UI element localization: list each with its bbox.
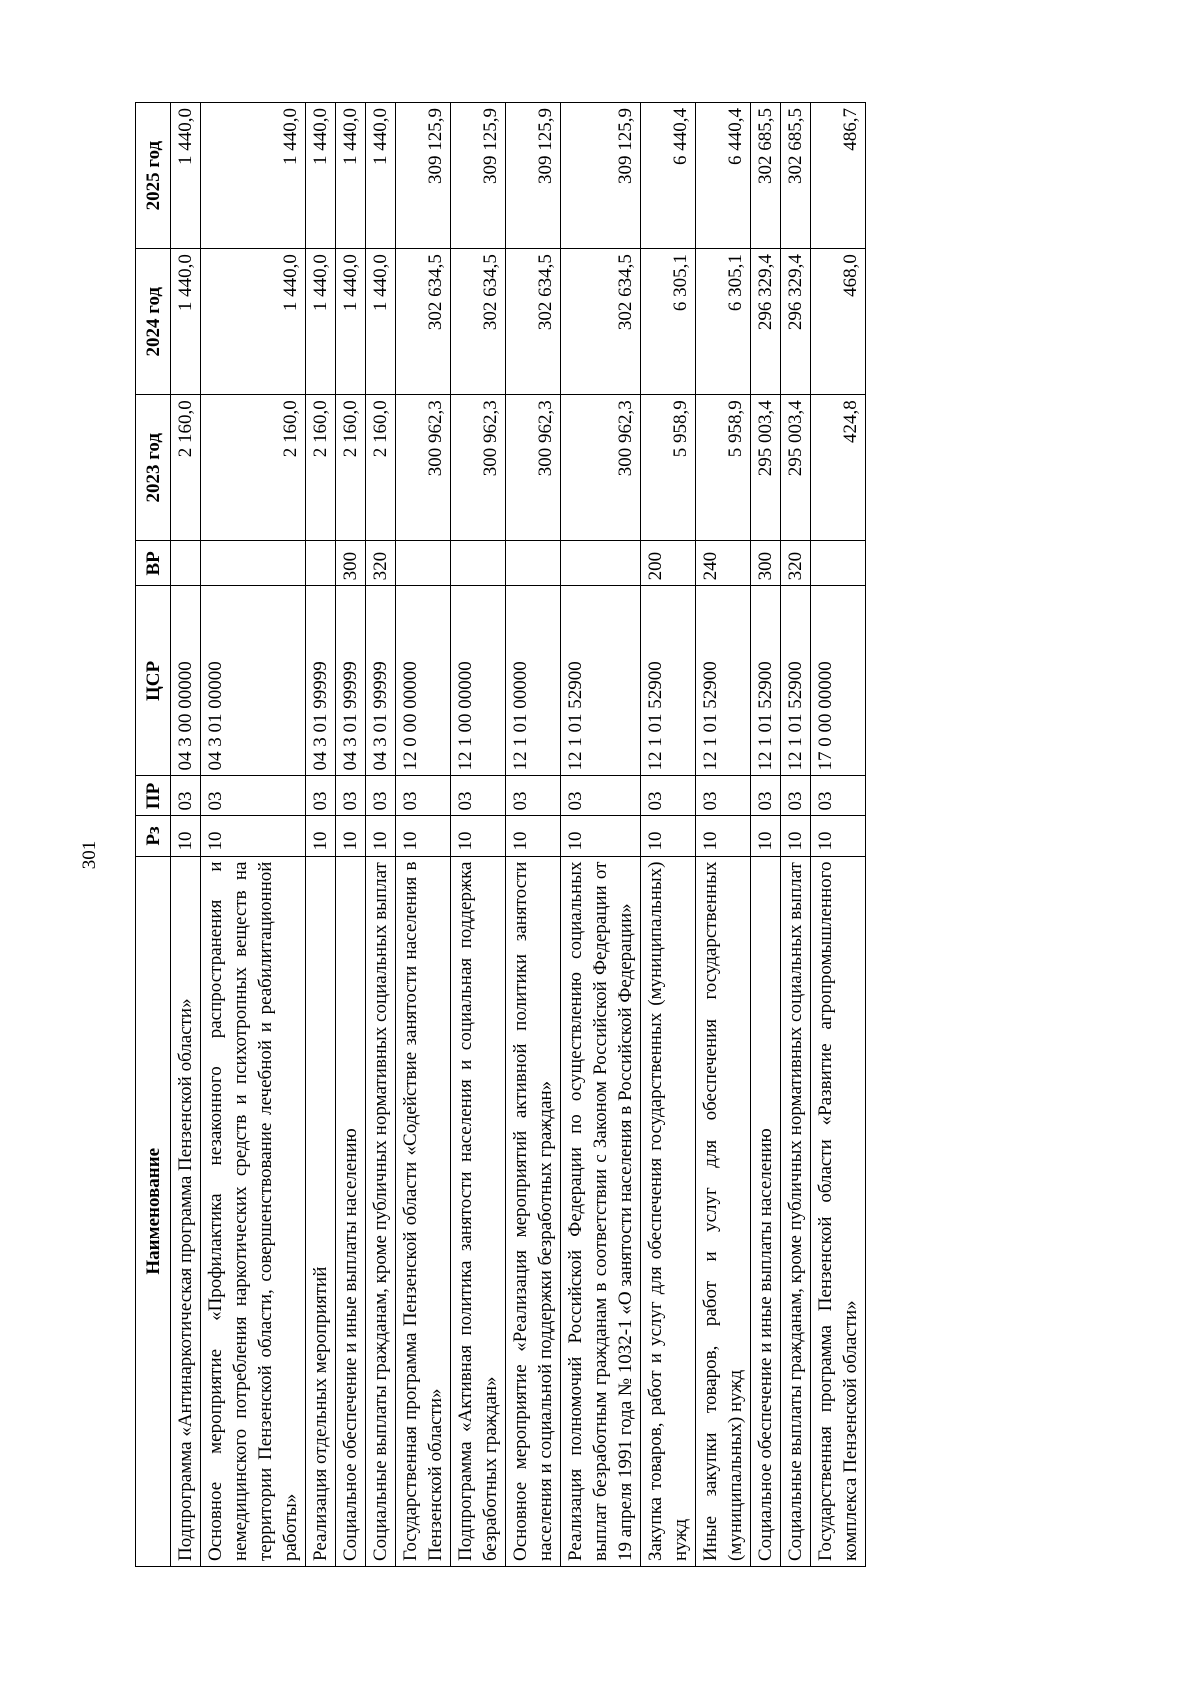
cell-name: Государственная программа Пензенской области «Развитие агропромышленного комплекса Пензенской области» xyxy=(811,856,866,1566)
cell-2025: 302 685,5 xyxy=(781,103,811,249)
cell-2024: 6 305,1 xyxy=(696,249,751,395)
cell-2025: 1 440,0 xyxy=(201,103,306,249)
cell-2023: 5 958,9 xyxy=(641,395,696,541)
cell-name: Государственная программа Пензенской области «Содействие занятости населения в Пензенской области» xyxy=(396,856,451,1566)
table-row xyxy=(641,103,696,1567)
cell-name: Реализация полномочий Российской Федерации по осуществлению социальных выплат безработным гражданам в соответствии с Законом Российской Федерации от 19 апреля 1991 года № 1032-1 «О занятости населения в Российской Федерации» xyxy=(561,856,641,1566)
cell-pr: 03 xyxy=(781,776,811,816)
header-pr: ПР xyxy=(136,776,171,816)
cell-rz: 10 xyxy=(696,816,751,856)
cell-2024: 302 634,5 xyxy=(506,249,561,395)
cell-2023: 300 962,3 xyxy=(561,395,641,541)
cell-rz: 10 xyxy=(781,816,811,856)
cell-2025: 1 440,0 xyxy=(171,103,201,249)
budget-table-rotated xyxy=(135,102,1075,1567)
cell-2023: 295 003,4 xyxy=(751,395,781,541)
cell-2023: 300 962,3 xyxy=(396,395,451,541)
cell-rz: 10 xyxy=(506,816,561,856)
cell-vr xyxy=(171,541,201,586)
cell-vr xyxy=(396,541,451,586)
cell-2023: 2 160,0 xyxy=(306,395,336,541)
table-row xyxy=(751,103,781,1567)
cell-2024: 468,0 xyxy=(811,249,866,395)
budget-table xyxy=(135,102,866,1567)
cell-name: Социальное обеспечение и иные выплаты населению xyxy=(336,856,366,1566)
cell-2024: 302 634,5 xyxy=(451,249,506,395)
page-number: 301 xyxy=(79,840,100,870)
table-row xyxy=(506,103,561,1567)
header-rz: Рз xyxy=(136,816,171,856)
cell-pr: 03 xyxy=(506,776,561,816)
cell-pr: 03 xyxy=(306,776,336,816)
cell-csr: 12 1 00 00000 xyxy=(451,586,506,776)
cell-2024: 296 329,4 xyxy=(781,249,811,395)
cell-name: Закупка товаров, работ и услуг для обеспечения государственных (муниципальных) нужд xyxy=(641,856,696,1566)
cell-pr: 03 xyxy=(641,776,696,816)
cell-name: Иные закупки товаров, работ и услуг для обеспечения государственных (муниципальных) нужд xyxy=(696,856,751,1566)
table-row xyxy=(201,103,306,1567)
cell-2023: 2 160,0 xyxy=(336,395,366,541)
cell-2025: 1 440,0 xyxy=(306,103,336,249)
cell-rz: 10 xyxy=(561,816,641,856)
cell-rz: 10 xyxy=(306,816,336,856)
cell-vr: 320 xyxy=(781,541,811,586)
cell-2024: 302 634,5 xyxy=(396,249,451,395)
cell-name: Социальные выплаты гражданам, кроме публичных нормативных социальных выплат xyxy=(366,856,396,1566)
cell-pr: 03 xyxy=(451,776,506,816)
header-2025: 2025 год xyxy=(136,103,171,249)
table-row xyxy=(451,103,506,1567)
cell-2023: 300 962,3 xyxy=(506,395,561,541)
cell-pr: 03 xyxy=(171,776,201,816)
cell-2023: 295 003,4 xyxy=(781,395,811,541)
cell-vr xyxy=(811,541,866,586)
table-row xyxy=(171,103,201,1567)
cell-rz: 10 xyxy=(171,816,201,856)
cell-rz: 10 xyxy=(201,816,306,856)
cell-name: Подпрограмма «Антинаркотическая программа Пензенской области» xyxy=(171,856,201,1566)
cell-vr: 200 xyxy=(641,541,696,586)
cell-rz: 10 xyxy=(451,816,506,856)
cell-2023: 2 160,0 xyxy=(366,395,396,541)
cell-csr: 04 3 01 00000 xyxy=(201,586,306,776)
table-row xyxy=(696,103,751,1567)
cell-2025: 309 125,9 xyxy=(451,103,506,249)
cell-2024: 1 440,0 xyxy=(201,249,306,395)
cell-name: Социальное обеспечение и иные выплаты населению xyxy=(751,856,781,1566)
cell-csr: 04 3 01 99999 xyxy=(336,586,366,776)
cell-2025: 309 125,9 xyxy=(506,103,561,249)
cell-rz: 10 xyxy=(366,816,396,856)
table-row xyxy=(781,103,811,1567)
cell-2023: 300 962,3 xyxy=(451,395,506,541)
cell-2024: 302 634,5 xyxy=(561,249,641,395)
cell-rz: 10 xyxy=(751,816,781,856)
table-header-row xyxy=(136,103,171,1567)
cell-pr: 03 xyxy=(336,776,366,816)
table-row xyxy=(366,103,396,1567)
cell-csr: 12 1 01 52900 xyxy=(641,586,696,776)
cell-vr xyxy=(451,541,506,586)
cell-vr xyxy=(306,541,336,586)
table-row xyxy=(306,103,336,1567)
cell-2023: 2 160,0 xyxy=(201,395,306,541)
cell-rz: 10 xyxy=(641,816,696,856)
cell-vr: 240 xyxy=(696,541,751,586)
table-row xyxy=(396,103,451,1567)
cell-name: Социальные выплаты гражданам, кроме публичных нормативных социальных выплат xyxy=(781,856,811,1566)
cell-name: Основное мероприятие «Реализация мероприятий активной политики занятости населения и социальной поддержки безработных граждан» xyxy=(506,856,561,1566)
cell-2025: 1 440,0 xyxy=(366,103,396,249)
cell-csr: 12 1 01 52900 xyxy=(696,586,751,776)
cell-pr: 03 xyxy=(811,776,866,816)
cell-2024: 1 440,0 xyxy=(366,249,396,395)
cell-vr: 320 xyxy=(366,541,396,586)
header-csr: ЦСР xyxy=(136,586,171,776)
cell-2025: 309 125,9 xyxy=(396,103,451,249)
cell-pr: 03 xyxy=(751,776,781,816)
cell-name: Подпрограмма «Активная политика занятости населения и социальная поддержка безработных граждан» xyxy=(451,856,506,1566)
cell-rz: 10 xyxy=(336,816,366,856)
cell-vr: 300 xyxy=(751,541,781,586)
cell-csr: 12 1 01 52900 xyxy=(781,586,811,776)
cell-2025: 486,7 xyxy=(811,103,866,249)
cell-2024: 296 329,4 xyxy=(751,249,781,395)
cell-2024: 1 440,0 xyxy=(336,249,366,395)
cell-2024: 1 440,0 xyxy=(306,249,336,395)
cell-pr: 03 xyxy=(696,776,751,816)
cell-vr xyxy=(201,541,306,586)
cell-name: Реализация отдельных мероприятий xyxy=(306,856,336,1566)
table-row xyxy=(561,103,641,1567)
cell-2023: 2 160,0 xyxy=(171,395,201,541)
header-name: Наименование xyxy=(136,856,171,1566)
cell-pr: 03 xyxy=(561,776,641,816)
cell-csr: 04 3 01 99999 xyxy=(366,586,396,776)
cell-csr: 17 0 00 00000 xyxy=(811,586,866,776)
cell-vr xyxy=(561,541,641,586)
cell-2023: 5 958,9 xyxy=(696,395,751,541)
cell-name: Основное мероприятие «Профилактика незаконного распространения и немедицинского потребления наркотических средств и психотропных веществ на территории Пензенской области, совершенствование лечебной и реабилитационной работы» xyxy=(201,856,306,1566)
cell-vr xyxy=(506,541,561,586)
cell-csr: 12 0 00 00000 xyxy=(396,586,451,776)
header-2024: 2024 год xyxy=(136,249,171,395)
cell-csr: 04 3 00 00000 xyxy=(171,586,201,776)
cell-csr: 04 3 01 99999 xyxy=(306,586,336,776)
cell-csr: 12 1 01 52900 xyxy=(561,586,641,776)
header-2023: 2023 год xyxy=(136,395,171,541)
cell-2025: 1 440,0 xyxy=(336,103,366,249)
cell-csr: 12 1 01 52900 xyxy=(751,586,781,776)
cell-rz: 10 xyxy=(396,816,451,856)
cell-csr: 12 1 01 00000 xyxy=(506,586,561,776)
cell-2023: 424,8 xyxy=(811,395,866,541)
cell-vr: 300 xyxy=(336,541,366,586)
table-row xyxy=(811,103,866,1567)
cell-2025: 6 440,4 xyxy=(696,103,751,249)
cell-2024: 6 305,1 xyxy=(641,249,696,395)
cell-2025: 6 440,4 xyxy=(641,103,696,249)
header-vr: ВР xyxy=(136,541,171,586)
cell-rz: 10 xyxy=(811,816,866,856)
cell-2024: 1 440,0 xyxy=(171,249,201,395)
cell-pr: 03 xyxy=(201,776,306,816)
cell-2025: 302 685,5 xyxy=(751,103,781,249)
cell-pr: 03 xyxy=(366,776,396,816)
cell-pr: 03 xyxy=(396,776,451,816)
table-row xyxy=(336,103,366,1567)
cell-2025: 309 125,9 xyxy=(561,103,641,249)
